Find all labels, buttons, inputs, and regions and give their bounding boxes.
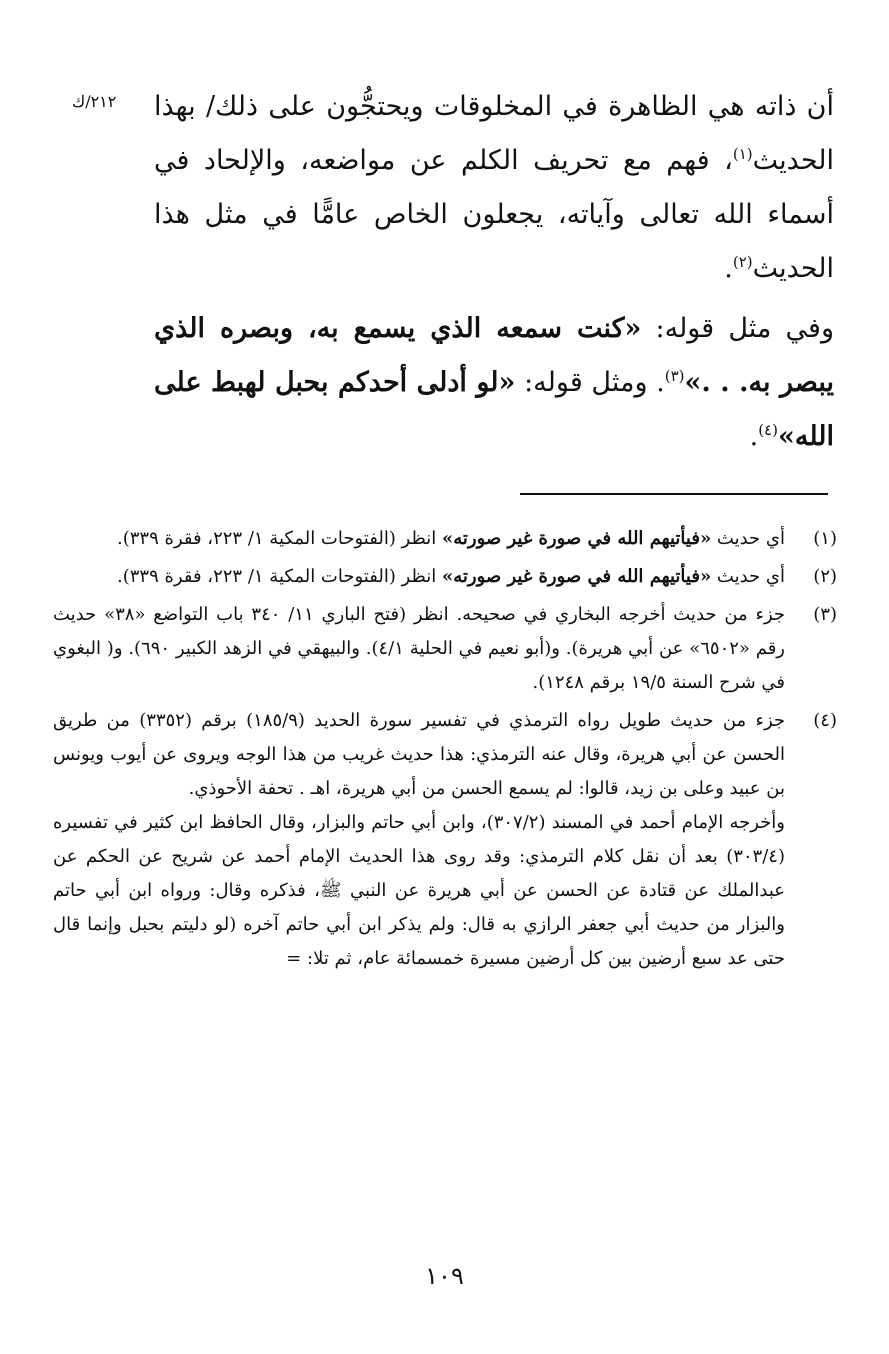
text-run: أي حديث	[711, 566, 785, 587]
footnote-ref-1[interactable]: (١)	[732, 145, 753, 163]
footnote-number: (٢)	[813, 566, 837, 587]
hadith-quote-2: «لو أدلى أحدكم بحبل لهبط على الله»	[154, 367, 834, 452]
text-run: انظر (الفتوحات المكية ١/ ٢٢٣، فقرة ٣٣٩).	[117, 566, 442, 587]
footnote-paragraph: وأخرجه الإمام أحمد في المسند (٣٠٧/٢)، وابن أبي حاتم والبزار، وقال الحافظ ابن كثير في تفسيره (٣٠٣/٤) بعد أن نقل كلام الترمذي: وقد روى هذا الحديث الإمام أحمد عن شريح عن الحكم عن عبدالملك عن قتادة عن الحسن عن أبي هريرة عن النبي ﷺ، فذكره وقال: ورواه ابن أبي حاتم والبزار من حديث أبي جعفر الرازي به قال: ولم يذكر ابن أبي حاتم آخره (لو دليتم بحبل وإنما قال حتى عد سبع أرضين بين كل أرضين مسيرة خمسمائة عام، ثم تلا: =	[53, 812, 785, 969]
margin-page-reference: ٢١٢/ك	[72, 92, 117, 111]
text-run: . ومثل قوله:	[515, 367, 665, 398]
footnote-number: (٣)	[813, 604, 837, 625]
footnote-paragraph: جزء من حديث طويل رواه الترمذي في تفسير سورة الحديد (١٨٥/٩) برقم (٣٣٥٢) من طريق الحسن عن أبي هريرة، وقال عنه الترمذي: هذا حديث غريب من هذا الوجه ويروى عن أيوب ويونس بن عبيد وعلى بن زيد، قالوا: لم يسمع الحسن من أبي هريرة، اهـ . تحفة الأحوذي.	[53, 710, 786, 799]
text-run: .	[749, 421, 759, 452]
footnote-ref-3[interactable]: (٣)	[664, 367, 685, 385]
footnote-3	[53, 598, 837, 700]
text-run: .	[724, 253, 733, 284]
footnote-number: (١)	[813, 528, 837, 549]
footnote-text	[53, 704, 785, 976]
footnotes	[53, 522, 837, 980]
footnote-2	[53, 560, 837, 594]
page-number: ١٠٩	[425, 1262, 464, 1290]
hadith-quote-1: «كنت سمعه الذي يسمع به، وبصره الذي يبصر به. . .»	[154, 313, 834, 398]
footnote-text	[53, 560, 785, 594]
main-paragraph-2	[154, 302, 834, 464]
footnote-4	[53, 704, 837, 976]
footnote-text	[53, 522, 785, 556]
text-run: أن ذاته هي الظاهرة في المخلوقات ويحتجُّون على ذلك/ بهذا الحديث	[154, 91, 834, 176]
footnote-1	[53, 522, 837, 556]
text-run: ، فهم مع تحريف الكلم عن مواضعه، والإلحاد في أسماء الله تعالى وآياته، يجعلون الخاص عامًّا في مثل هذا الحديث	[154, 145, 834, 284]
main-paragraph-1	[154, 80, 834, 296]
footnote-number: (٤)	[813, 710, 837, 731]
hadith-quote: «فيأتيهم الله في صورة غير صورته»	[442, 528, 712, 549]
footnote-ref-2[interactable]: (٢)	[732, 253, 753, 271]
text-run: انظر (الفتوحات المكية ١/ ٢٢٣، فقرة ٣٣٩).	[117, 528, 442, 549]
footnote-separator	[520, 493, 828, 495]
text-run: أي حديث	[711, 528, 785, 549]
footnote-ref-4[interactable]: (٤)	[758, 421, 778, 439]
main-text	[154, 80, 834, 464]
text-run: وفي مثل قوله:	[641, 313, 834, 344]
hadith-quote: «فيأتيهم الله في صورة غير صورته»	[442, 566, 712, 587]
footnote-text: جزء من حديث أخرجه البخاري في صحيحه. انظر (فتح الباري ١١/ ٣٤٠ باب التواضع «٣٨» حديث رقم «٦٥٠٢» عن أبي هريرة). و(أبو نعيم في الحلية ٤/١). والبيهقي في الزهد الكبير ٦٩٠). و( البغوي في شرح السنة ١٩/٥ برقم ١٢٤٨).	[53, 604, 786, 693]
